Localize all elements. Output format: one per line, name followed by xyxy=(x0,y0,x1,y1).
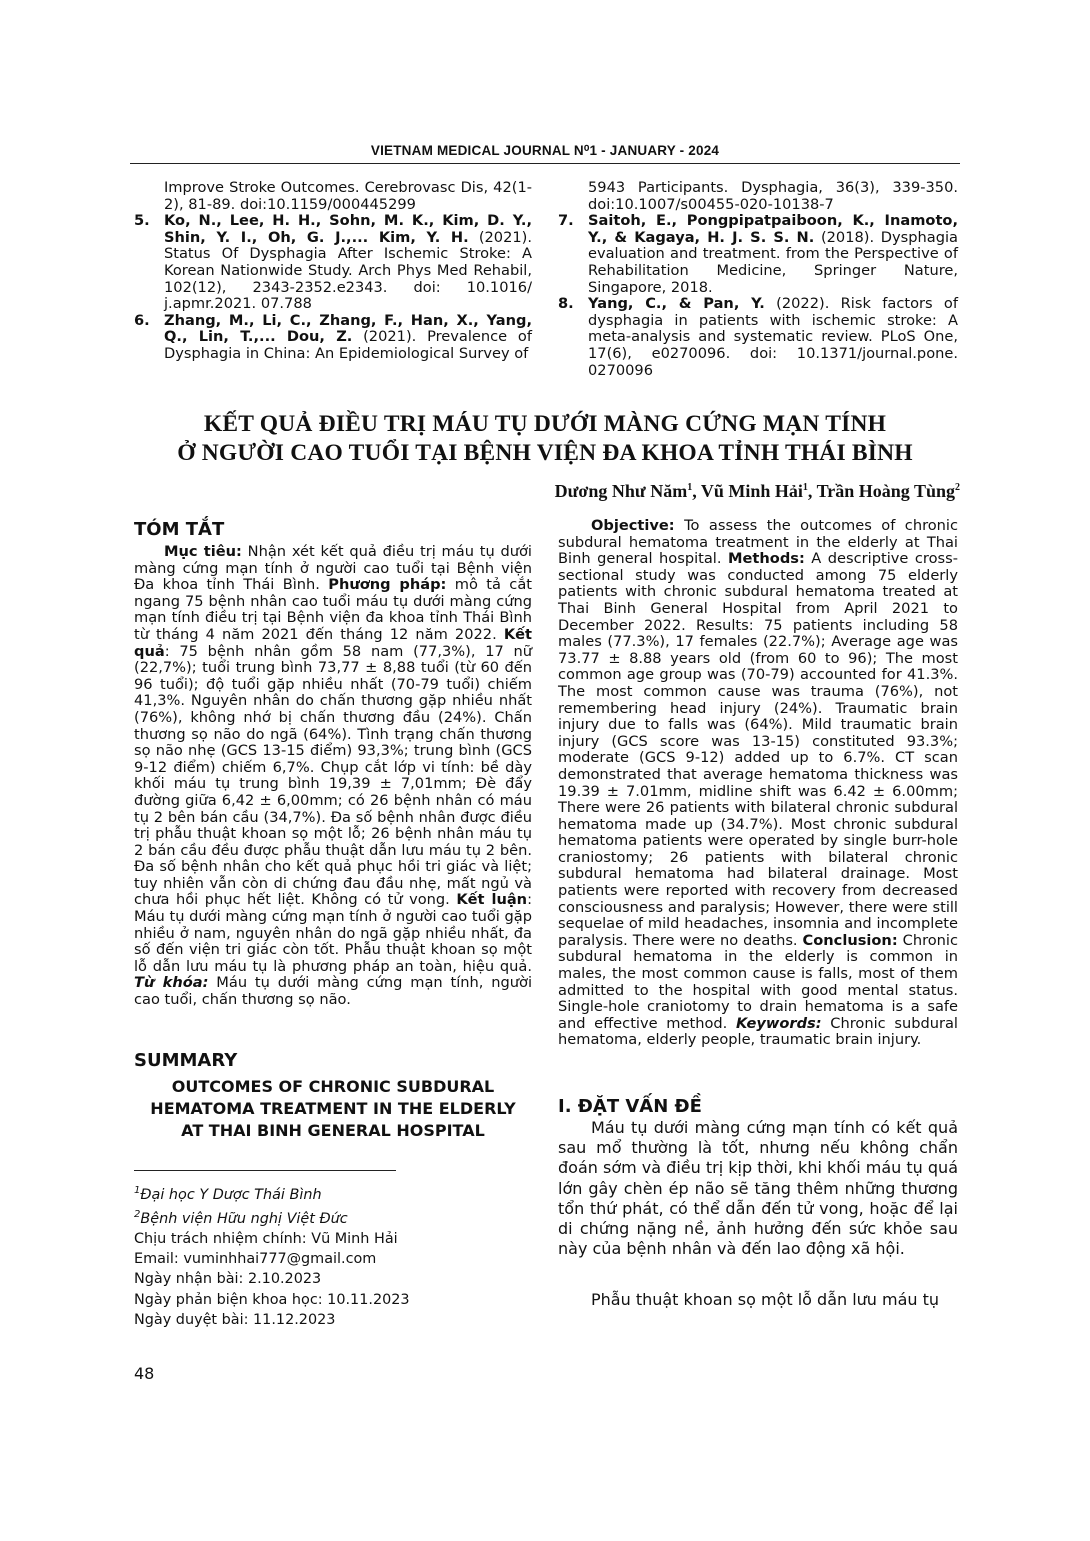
author-name: Trần Hoàng Tùng xyxy=(816,481,955,501)
abstract-text: Chronic subdural hematoma in the elderly is common in males, the most common cause is falls, most of them admitted to the hospital with good mental status. Single-hole craniotomy to drain hematoma is a safe and effective method. xyxy=(558,931,959,1032)
reference-number: 7. xyxy=(558,212,574,230)
date-received: Ngày nhận bài: 2.10.2023 xyxy=(134,1271,322,1288)
abstract-text: Máu tụ dưới màng cứng mạn tính, người cao tuổi, chấn thương sọ não. xyxy=(134,974,533,1009)
page-number: 48 xyxy=(134,1364,155,1383)
abstract-text: : 75 bệnh nhân gồm 58 nam (77,3%), 17 nữ (22,7%); tuổi trung bình 73,77 ± 8,88 tuổi (từ 60 đến 96 tuổi); độ tuổi gặp nhiều nhất (70-79 tuổi) chiếm 41,3%. Nguyên nhân do chấn thương gặp nhiều nhất (76%), không nhớ bị chấn thương đầu (24%). Chấn thương sọ não do ngã (64%). Tình trạng chấn thương sọ não nhẹ (GCS 13-15 điểm) 93,3%; trung bình (GCS 9-12 điểm) chiếm 6,7%. Chụp cắt lớp vi tính: bề dày khối máu tụ trung bình 19,39 ± 7,01mm; Đè đẩy đường giữa 6,42 ± 6,00mm; có 26 bệnh nhân có máu tụ 2 bên bán cầu (34,7%). Đa số bệnh nhân được điều trị phẫu thuật khoan sọ một lỗ; 26 bệnh nhân máu tụ 2 bán cầu đều được phẫu thuật dẫn lưu máu tụ 2 bên. Đa số bệnh nhân cho kết quả phục hồi tri giác và liệt; tuy nhiên vẫn còn di chứng đau đầu nhẹ, mất ngủ và chưa hồi phục hết liệt. Không có tử vong. xyxy=(134,642,532,909)
abstract-text: : Máu tụ dưới màng cứng mạn tính ở người cao tuổi gặp nhiều ở nam, nguyên nhân do ngã gặp nhiều nhất, đa số đến viện tri giác còn tốt. Phẫu thuật khoan sọ một lỗ dẫn lưu máu tụ là phương pháp an toàn, hiệu quả. xyxy=(134,891,532,975)
date-reviewed: Ngày phản biện khoa học: 10.11.2023 xyxy=(134,1291,410,1308)
date-approved: Ngày duyệt bài: 11.12.2023 xyxy=(134,1311,336,1328)
reference-text: (2018). Dysphagia evaluation and treatment. from the Perspective of Rehabilitation Medicine, Springer Nature, Singapore, 2018. xyxy=(588,228,958,296)
reference-authors: Zhang, M., Li, C., Zhang, F., Han, X., Yang, Q., Lin, T.,... Dou, Z. xyxy=(164,311,532,346)
author-list: Dương Như Năm$^1$, Vũ Minh Hải$^1$, Trần Hoàng Tùng$^2$ xyxy=(554,481,960,501)
affiliation-2: $^2$Bệnh viện Hữu nghị Việt Đức xyxy=(134,1209,348,1227)
label-conclusion: Kết luận xyxy=(456,891,528,909)
reference-item xyxy=(558,213,958,296)
label-conclusion-en: Conclusion: xyxy=(802,931,898,949)
author-name: Vũ Minh Hải xyxy=(700,481,803,501)
title-line-1: KẾT QUẢ ĐIỀU TRỊ MÁU TỤ DƯỚI MÀNG CỨNG MẠN TÍNH xyxy=(203,411,887,437)
reference-authors: Saitoh, E., Pongpipatpaiboon, K., Inamoto, Y., & Kagaya, H. J. S. S. N. xyxy=(588,212,958,246)
affiliation-1: $^1$Đại học Y Dược Thái Bình xyxy=(134,1185,322,1203)
email: Email: vuminhhai777@gmail.com xyxy=(134,1251,377,1268)
footnote-rule xyxy=(134,1170,396,1171)
header-rule xyxy=(130,163,960,164)
reference-item xyxy=(134,213,532,313)
reference-number: 8. xyxy=(558,295,574,313)
reference-continuation: Improve Stroke Outcomes. Cerebrovasc Dis, 42(1-2), 81-89. doi:10.1159/000445299 xyxy=(164,179,532,213)
reference-text: (2021). Status Of Dysphagia After Ischemic Stroke: A Korean Nationwide Study. Arch Phys Med Rehabil, 102(12), 2343-2352.e2343. doi: 10.1016/ j.apmr.2021. 07.788 xyxy=(164,228,532,313)
tomtat-abstract xyxy=(134,544,532,1009)
summary-title: OUTCOMES OF CHRONIC SUBDURAL HEMATOMA TREATMENT IN THE ELDERLY AT THAI BINH GENERAL HOSPITAL xyxy=(150,1077,516,1140)
title-line-2: Ở NGƯỜI CAO TUỔI TẠI BỆNH VIỆN ĐA KHOA TỈNH THÁI BÌNH xyxy=(177,440,913,466)
author-affiliation: 1 xyxy=(802,482,808,493)
article-title xyxy=(120,410,970,468)
reference-number: 6. xyxy=(134,311,150,329)
abstract-text: A descriptive cross-sectional study was conducted among 75 elderly patients with chronic subdural hematoma treated at Thai Binh General Hospital from April 2021 to December 2022. Results: 75 patients including 58 males (77.3%), 17 females (22.7%); Average age was 73.77 ± 8.88 years old (from 60 to 96); The most common age group was (70-79) accounted for 41.3%. The most common cause was trauma (76%), not remembering head injury (24%). Traumatic brain injury due to falls was (64%). Mild traumatic brain injury (GCS score was 13-15) constituted 93.3%; moderate (GCS 9-12) added up to 6.7%. CT scan demonstrated that average hematoma thickness was 19.39 ± 7.01mm, midline shift was 6.42 ± 6.00mm; There were 26 patients with bilateral chronic subdural hematoma made up (34.7%). Most chronic subdural hematoma patients were operated by single burr-hole craniostomy; 26 patients with bilateral chronic subdural hematoma had bilateral drainage. Most patients were reported with recovery from decreased consciousness and paralysis; However, there were still sequelae of mild headaches, insomnia and incomplete paralysis. There were no deaths. xyxy=(558,550,958,949)
label-methods-en: Methods: xyxy=(728,550,805,568)
label-methods: Phương pháp: xyxy=(328,576,447,594)
section-paragraph: Máu tụ dưới màng cứng mạn tính có kết quả sau mổ thường là tốt, nhưng nếu không chẩn đoán sớm và điều trị kịp thời, khi khối máu tụ quá lớn gây chèn ép não sẽ tăng thêm những thương tổn thứ phát, có thể dẫn đến tử vong, hoặc để lại di chứng nặng nề, ảnh hưởng đến sức khỏe sau này của bệnh nhân và đến lao động xã hội. xyxy=(558,1118,958,1259)
references-right xyxy=(558,180,958,379)
reference-authors: Ko, N., Lee, H. H., Sohn, M. K., Kim, D. Y., Shin, Y. I., Oh, G. J.,... Kim, Y. H. xyxy=(164,212,532,246)
reference-authors: Yang, C., & Pan, Y. xyxy=(588,295,765,313)
reference-number: 5. xyxy=(134,212,150,230)
section-heading: I. ĐẶT VẤN ĐỀ xyxy=(558,1096,702,1117)
label-objective-en: Objective: xyxy=(591,517,675,534)
abstract-text: Nhận xét kết quả điều trị máu tụ dưới màng cứng mạn tính ở người cao tuổi tại Bệnh viện Đa khoa tỉnh Thái Bình. xyxy=(134,543,532,594)
author-affiliation: 1 xyxy=(687,482,693,493)
references-left xyxy=(134,180,532,363)
reference-text: (2022). Risk factors of dysphagia in patients with ischemic stroke: A meta-analysis and systematic review. PLoS One, 17(6), e0270096. doi: 10.1371/journal.pone. 0270096 xyxy=(588,295,958,379)
reference-item xyxy=(558,296,958,379)
tomtat-heading: TÓM TẮT xyxy=(134,519,225,540)
label-keywords-en: Keywords: xyxy=(735,1014,822,1032)
abstract-text: Chronic subdural hematoma, elderly people, traumatic brain injury. xyxy=(558,1014,958,1049)
label-objective: Mục tiêu: xyxy=(164,543,242,560)
label-keywords: Từ khóa: xyxy=(134,974,209,992)
footnotes xyxy=(134,1181,532,1330)
author-name: Dương Như Năm xyxy=(554,481,688,501)
summary-heading: SUMMARY xyxy=(134,1050,238,1071)
section-paragraph: Phẫu thuật khoan sọ một lỗ dẫn lưu máu tụ xyxy=(591,1290,940,1309)
english-abstract xyxy=(558,518,958,1049)
journal-header: VIETNAM MEDICAL JOURNAL N⁰1 - JANUARY - 2024 xyxy=(370,143,720,158)
abstract-text: mô tả cắt ngang 75 bệnh nhân cao tuổi máu tụ dưới màng cứng mạn tính điều trị tại Bệnh viện đa khoa tỉnh Thái Bình từ tháng 4 năm 2021 đến tháng 12 năm 2022. xyxy=(134,576,532,643)
label-results: Kết quả xyxy=(134,625,532,660)
author-affiliation: 2 xyxy=(955,482,960,493)
reference-item xyxy=(134,313,532,363)
reference-text: (2021). Prevalence of Dysphagia in China: An Epidemiological Survey of xyxy=(164,328,532,362)
corresponding-author: Chịu trách nhiệm chính: Vũ Minh Hải xyxy=(134,1231,398,1247)
reference-continuation: 5943 Participants. Dysphagia, 36(3), 339-350. doi:10.1007/s00455-020-10138-7 xyxy=(588,179,958,213)
abstract-text: To assess the outcomes of chronic subdural hematoma treatment in the elderly at Thai Binh general hospital. xyxy=(558,517,958,568)
